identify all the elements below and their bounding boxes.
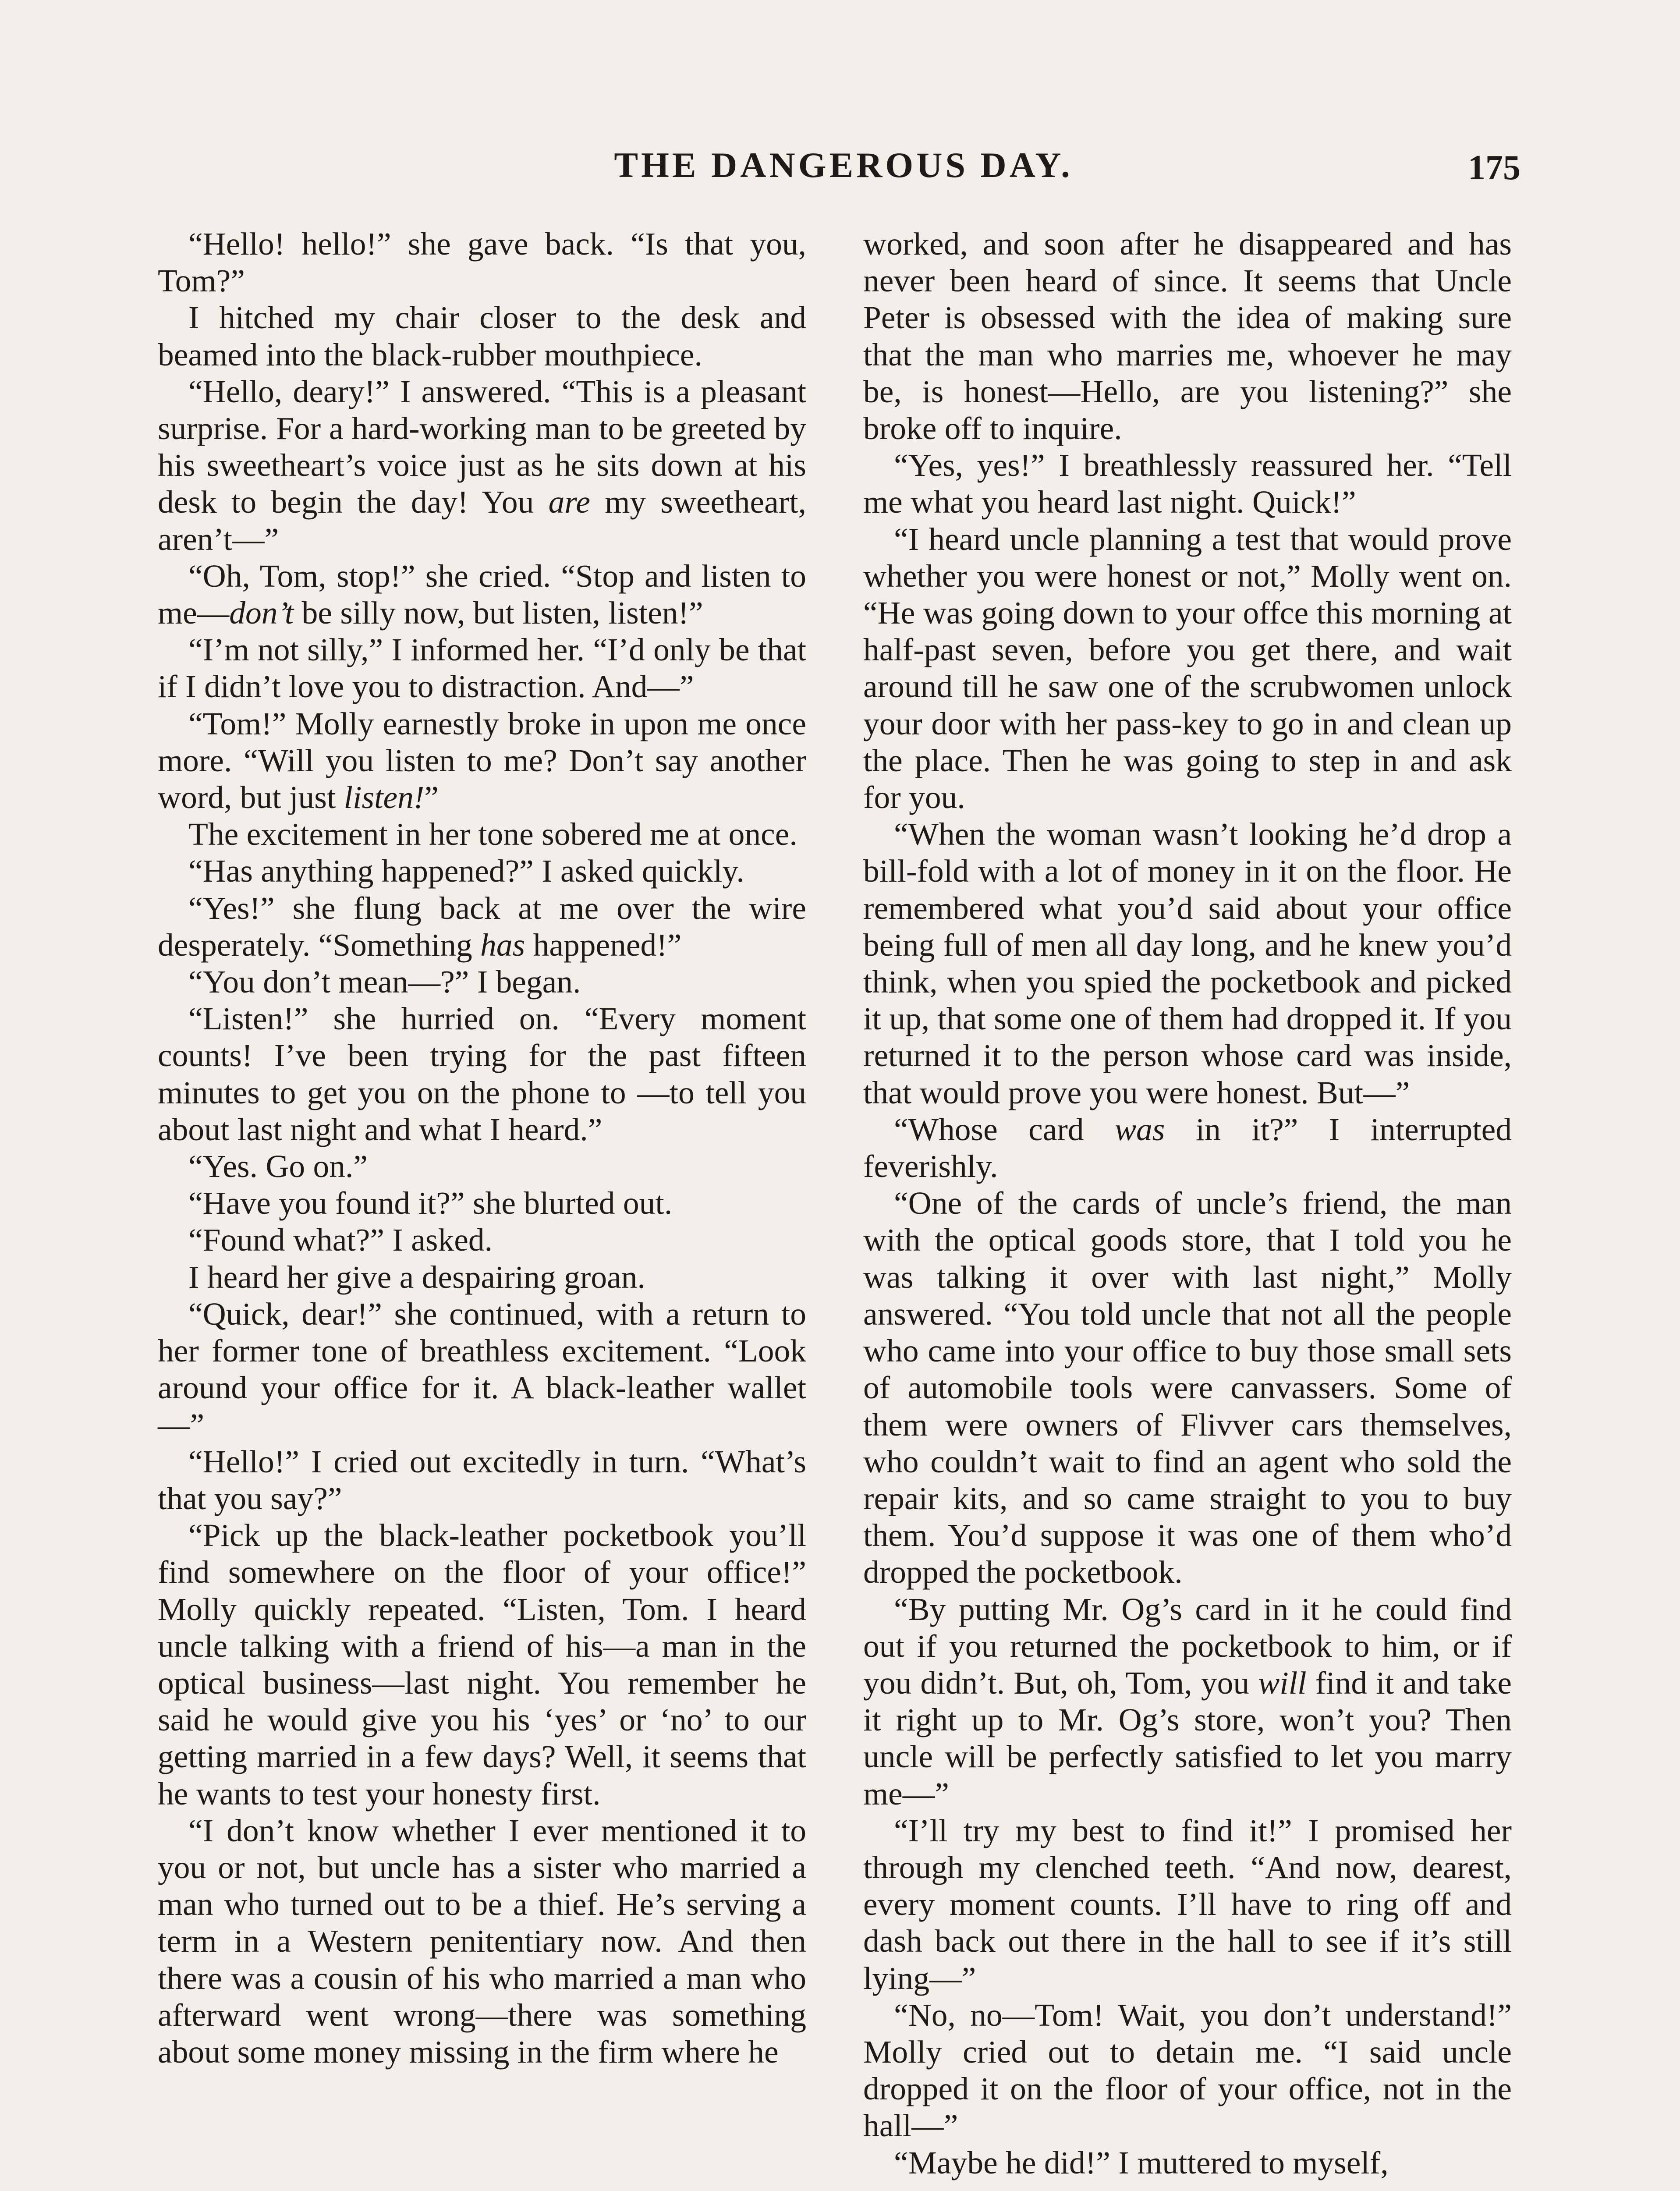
page-number: 175 (1468, 149, 1521, 187)
paragraph: “Whose card was in it?” I interrupted feverishly. (863, 1111, 1512, 1184)
paragraph: “Oh, Tom, stop!” she cried. “Stop and listen to me—don’t be silly now, but listen, listen!” (158, 558, 806, 631)
paragraph: “One of the cards of uncle’s friend, the man with the optical goods store, that I told you he was talking it over with last night,” Molly answered. “You told uncle that not all the people who came into your office to buy those small sets of automobile tools were canvassers. Some of them were owners of Flivver cars themselves, who couldn’t wait to find an agent who sold the repair kits, and so came straight to you to buy them. You’d suppose it was one of them who’d dropped the pocketbook. (863, 1185, 1512, 1590)
paragraph: worked, and soon after he disappeared and has never been heard of since. It seems that Uncle Peter is obsessed with the idea of making sure that the man who marries me, whoever he may be, is honest—Hello, are you listening?” she broke off to inquire. (863, 226, 1512, 447)
running-title: THE DANGEROUS DAY. (614, 145, 1073, 185)
paragraph: “No, no—Tom! Wait, you don’t understand!” Molly cried out to detain me. “I said uncle dropped it on the floor of your office, not in the hall—” (863, 1997, 1512, 2144)
paragraph: The excitement in her tone sobered me at once. (188, 816, 797, 852)
paragraph: “Yes. Go on.” (188, 1149, 368, 1184)
paragraph: “Hello! hello!” she gave back. “Is that you, Tom?” (158, 226, 806, 299)
paragraph: “You don’t mean—?” I began. (188, 964, 581, 1000)
paragraph: “I don’t know whether I ever mentioned it to you or not, but uncle has a sister who married a man who turned out to be a thief. He’s serving a term in a Western penitentiary now. And then there was a cousin of his who married a man who afterward went wrong—there was something about some money missing in the firm where he (158, 1812, 806, 2070)
paragraph: “Yes, yes!” I breathlessly reassured her. “Tell me what you heard last night. Quick!” (863, 447, 1512, 520)
right-column (863, 226, 1512, 2181)
paragraph: “Tom!” Molly earnestly broke in upon me once more. “Will you listen to me? Don’t say another word, but just listen!” (158, 706, 806, 815)
paragraph: “I heard uncle planning a test that would prove whether you were honest or not,” Molly went on. “He was going down to your offce this morning at half-past seven, before you get there, and wait around till he saw one of the scrubwomen unlock your door with her pass-key to go in and clean up the place. Then he was going to step in and ask for you. (863, 521, 1512, 815)
paragraph: “Have you found it?” she blurted out. (188, 1185, 673, 1221)
paragraph: “When the woman wasn’t looking he’d drop a bill-fold with a lot of money in it on the floor. He remembered what you’d said about your office being full of men all day long, and he knew you’d think, when you spied the pocketbook and picked it up, that some one of them had dropped it. If you returned it to the person whose card was inside, that would prove you were honest. But—” (863, 816, 1512, 1110)
paragraph: “Yes!” she flung back at me over the wire desperately. “Something has happened!” (158, 890, 806, 963)
paragraph: “Pick up the black-leather pocketbook you’ll find somewhere on the floor of your office!” Molly quickly repeated. “Listen, Tom. I heard uncle talking with a friend of his—a man in the optical business—last night. You remember he said he would give you his ‘yes’ or ‘no’ to our getting married in a few days? Well, it seems that he wants to test your honesty first. (158, 1517, 806, 1812)
paragraph: “Listen!” she hurried on. “Every moment counts! I’ve been trying for the past fifteen minutes to get you on the phone to —to tell you about last night and what I heard.” (158, 1001, 806, 1147)
paragraph: “Hello!” I cried out excitedly in turn. “What’s that you say?” (158, 1443, 806, 1516)
paragraph: “I’m not silly,” I informed her. “I’d only be that if I didn’t love you to distraction. And—” (158, 632, 806, 705)
left-column (158, 226, 806, 2070)
paragraph: “Found what?” I asked. (188, 1222, 493, 1258)
paragraph: “Has anything happened?” I asked quickly. (188, 853, 744, 889)
paragraph: “Hello, deary!” I answered. “This is a pleasant surprise. For a hard-working man to be greeted by his sweetheart’s voice just as he sits down at his desk to begin the day! You are my sweetheart, aren’t—” (158, 373, 806, 557)
page-header (167, 145, 1521, 206)
paragraph: I hitched my chair closer to the desk and beamed into the black-rubber mouthpiece. (158, 300, 806, 372)
paragraph: “By putting Mr. Og’s card in it he could find out if you returned the pocketbook to him, or if you didn’t. But, oh, Tom, you will find it and take it right up to Mr. Og’s store, won’t you? Then uncle will be perfectly satisfied to let you marry me—” (863, 1591, 1512, 1812)
paragraph: I heard her give a despairing groan. (188, 1259, 645, 1295)
paragraph: “Quick, dear!” she continued, with a return to her former tone of breathless excitement. “Look around your office for it. A black-leather wallet—” (158, 1296, 806, 1443)
paragraph: “Maybe he did!” I muttered to myself, (894, 2145, 1389, 2180)
paragraph: “I’ll try my best to find it!” I promised her through my clenched teeth. “And now, dearest, every moment counts. I’ll have to ring off and dash back out there in the hall to see if it’s still lying—” (863, 1812, 1512, 1996)
